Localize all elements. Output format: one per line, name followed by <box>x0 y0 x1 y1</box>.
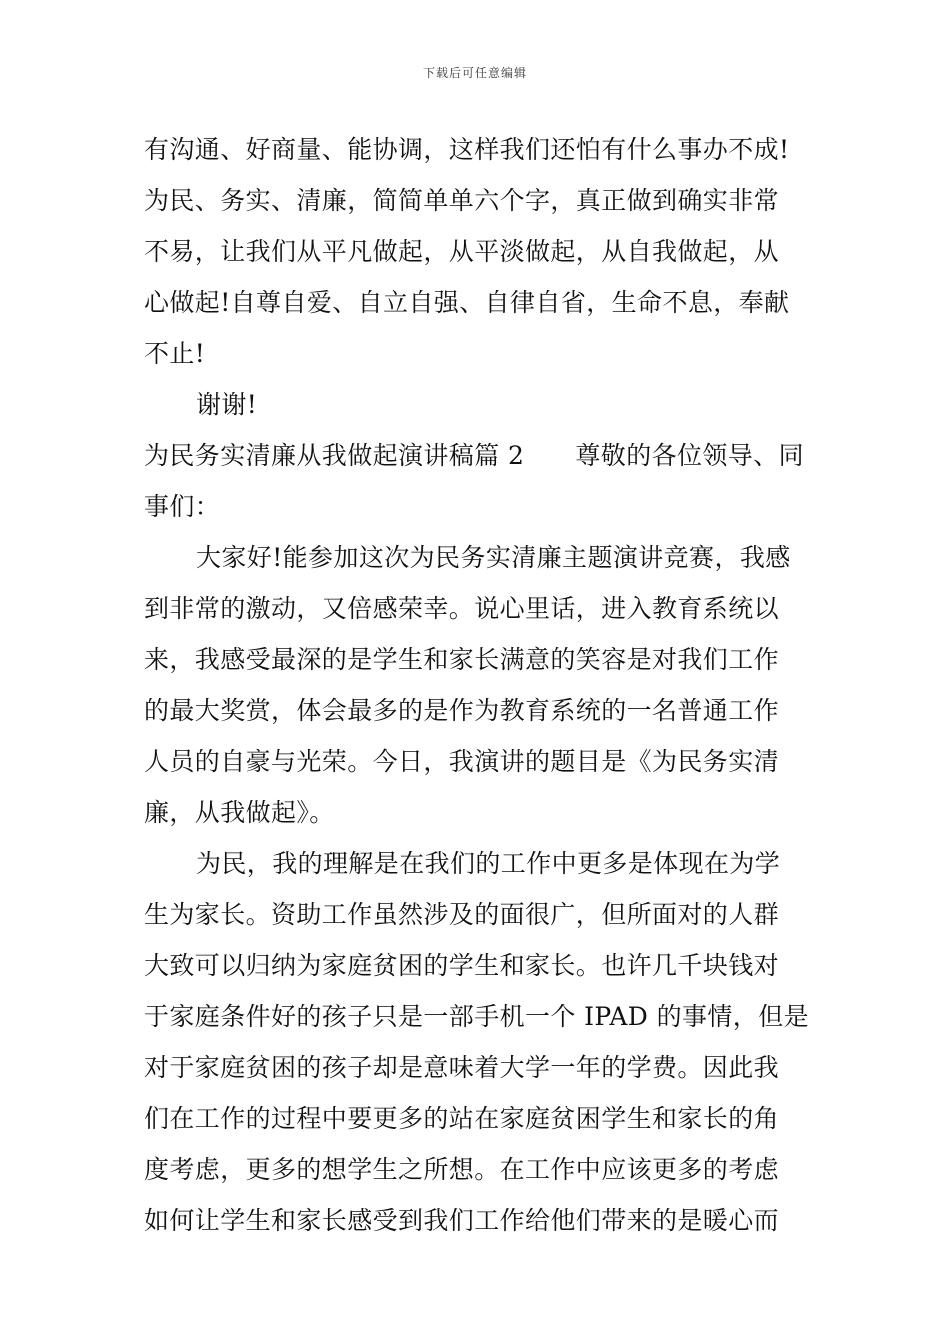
text-line: 对于家庭贫困的孩子却是意味着大学一年的学费。因此我 <box>144 1053 780 1082</box>
text-line: 人员的自豪与光荣。今日，我演讲的题目是《为民务实清 <box>144 747 780 776</box>
text-line: 的最大奖赏，体会最多的是作为教育系统的一名普通工作 <box>144 696 780 725</box>
text-line: 度考虑，更多的想学生之所想。在工作中应该更多的考虑 <box>144 1155 780 1184</box>
paragraph-3 <box>144 838 809 1246</box>
greeting-end: 事们： <box>144 492 221 521</box>
document-body <box>144 124 809 1246</box>
text-line: 心做起!自尊自爱、自立自强、自律自省，生命不息，奉献 <box>144 288 790 317</box>
text-line: 们在工作的过程中要更多的站在家庭贫困学生和家长的角 <box>144 1104 780 1133</box>
text-line: 如何让学生和家长感受到我们工作给他们带来的是暖心而 <box>144 1206 780 1235</box>
paragraph-2 <box>144 532 809 838</box>
text-line: 有沟通、好商量、能协调，这样我们还怕有什么事办不成! <box>144 135 790 164</box>
text-line: 不止! <box>144 339 206 368</box>
thanks-line: 谢谢! <box>196 390 258 419</box>
text-line: 为民、务实、清廉，简简单单六个字，真正做到确实非常 <box>144 186 780 215</box>
text-line: 到非常的激动，又倍感荣幸。说心里话，进入教育系统以 <box>144 594 780 623</box>
text-line: 于家庭条件好的孩子只是一部手机一个 IPAD 的事情，但是 <box>144 1002 809 1031</box>
text-line: 为民，我的理解是在我们的工作中更多是体现在为学 <box>196 849 781 878</box>
section-title-line <box>144 430 804 481</box>
text-line: 来，我感受最深的是学生和家长满意的笑容是对我们工作 <box>144 645 780 674</box>
page-header: 下载后可任意编辑 <box>422 66 527 80</box>
text-line: 大家好!能参加这次为民务实清廉主题演讲竞赛，我感 <box>196 543 791 572</box>
text-line: 大致可以归纳为家庭贫困的学生和家长。也许几千块钱对 <box>144 951 780 980</box>
paragraph-1 <box>144 124 809 379</box>
text-line: 不易，让我们从平凡做起，从平淡做起，从自我做起，从 <box>144 237 780 266</box>
text-line: 廉，从我做起》。 <box>144 798 335 827</box>
text-line: 生为家长。资助工作虽然涉及的面很广，但所面对的人群 <box>144 900 780 929</box>
greeting-start: 尊敬的各位领导、同 <box>575 441 804 470</box>
section-title: 为民务实清廉从我做起演讲稿篇 2 <box>144 441 525 470</box>
